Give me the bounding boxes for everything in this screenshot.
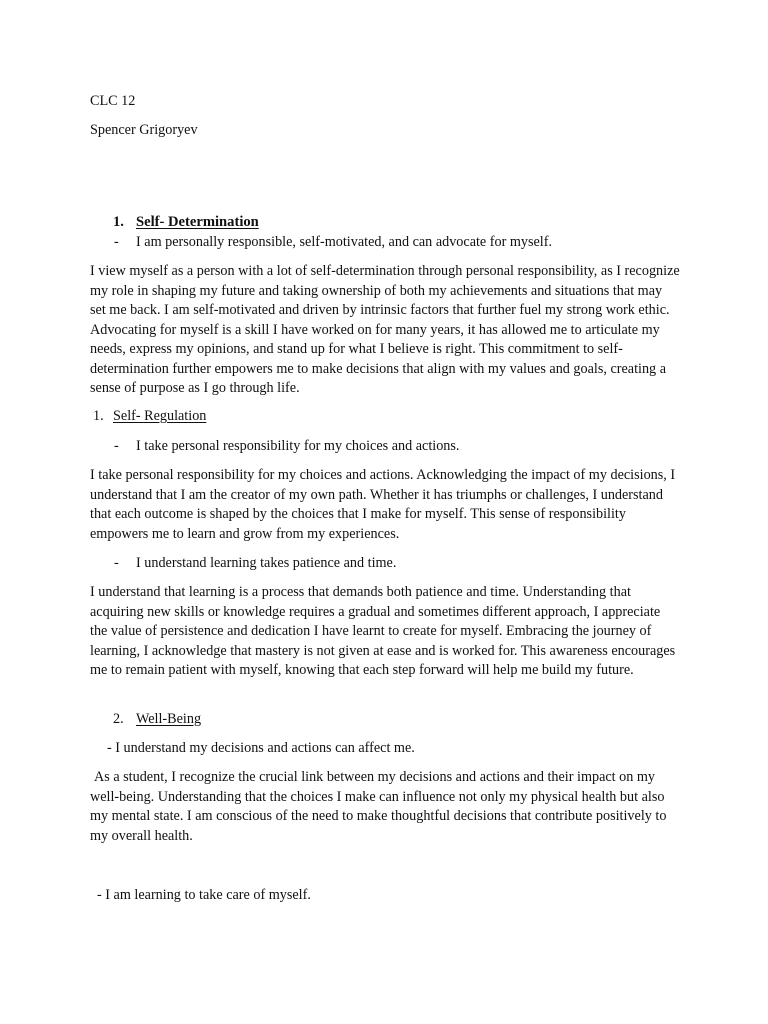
- bullet-dash: -: [114, 555, 119, 571]
- bullet-text: I am personally responsible, self-motivated, and can advocate for myself.: [136, 234, 553, 250]
- section-paragraph: I view myself as a person with a lot of self-determination through personal responsibility, as I recognize my role in shaping my future and taking ownership of both my achievements and situations that may set me back. I am self-motivated and driven by intrinsic factors that further fuel my strong work ethic. Advocating for myself is a skill I have worked on for many years, it has allowed me to articulate my needs, express my opinions, and stand up for what I believe is right. This commitment to self-determination further empowers me to make decisions that align with my values and goals, creating a sense of purpose as I go through life.: [90, 263, 680, 396]
- section-paragraph: As a student, I recognize the crucial link between my decisions and actions and their impact on my well-being. Understanding that the choices I make can influence not only my physical health but also my mental state. I am conscious of the need to make thoughtful decisions that contribute positively to my overall health.: [90, 769, 667, 844]
- author-name: Spencer Grigoryev: [90, 122, 198, 138]
- bullet-text: I understand learning takes patience and time.: [136, 555, 397, 571]
- section-paragraph: I take personal responsibility for my choices and actions. Acknowledging the impact of my decisions, I understand that I am the creator of my own path. Whether it has triumphs or challenges, I understand that each outcome is shaped by the choices that I make for myself. This sense of responsibility empowers me to learn and grow from my experiences.: [90, 467, 676, 542]
- section-paragraph: I understand that learning is a process that demands both patience and time. Understanding that acquiring new skills or knowledge requires a gradual and sometimes different approach, I appreciate the value of persistence and dedication I have learnt to create for myself. Embracing the journey of learning, I acknowledge that mastery is not given at ease and is worked for. This awareness encourages me to remain patient with myself, knowing that each step forward will help me build my future.: [90, 584, 676, 678]
- section-number: 2.: [113, 711, 124, 727]
- course-label: CLC 12: [90, 93, 136, 109]
- bullet-text: I take personal responsibility for my choices and actions.: [136, 438, 460, 454]
- section-heading: Self- Determination: [136, 214, 259, 230]
- section-number: 1.: [93, 408, 104, 424]
- bullet-text: - I understand my decisions and actions can affect me.: [107, 740, 415, 756]
- bullet-dash: -: [114, 438, 119, 454]
- section-heading: Self- Regulation: [113, 408, 207, 424]
- section-number: 1.: [113, 214, 124, 230]
- section-heading: Well-Being: [136, 711, 202, 727]
- bullet-text: - I am learning to take care of myself.: [97, 887, 311, 903]
- bullet-dash: -: [114, 234, 119, 250]
